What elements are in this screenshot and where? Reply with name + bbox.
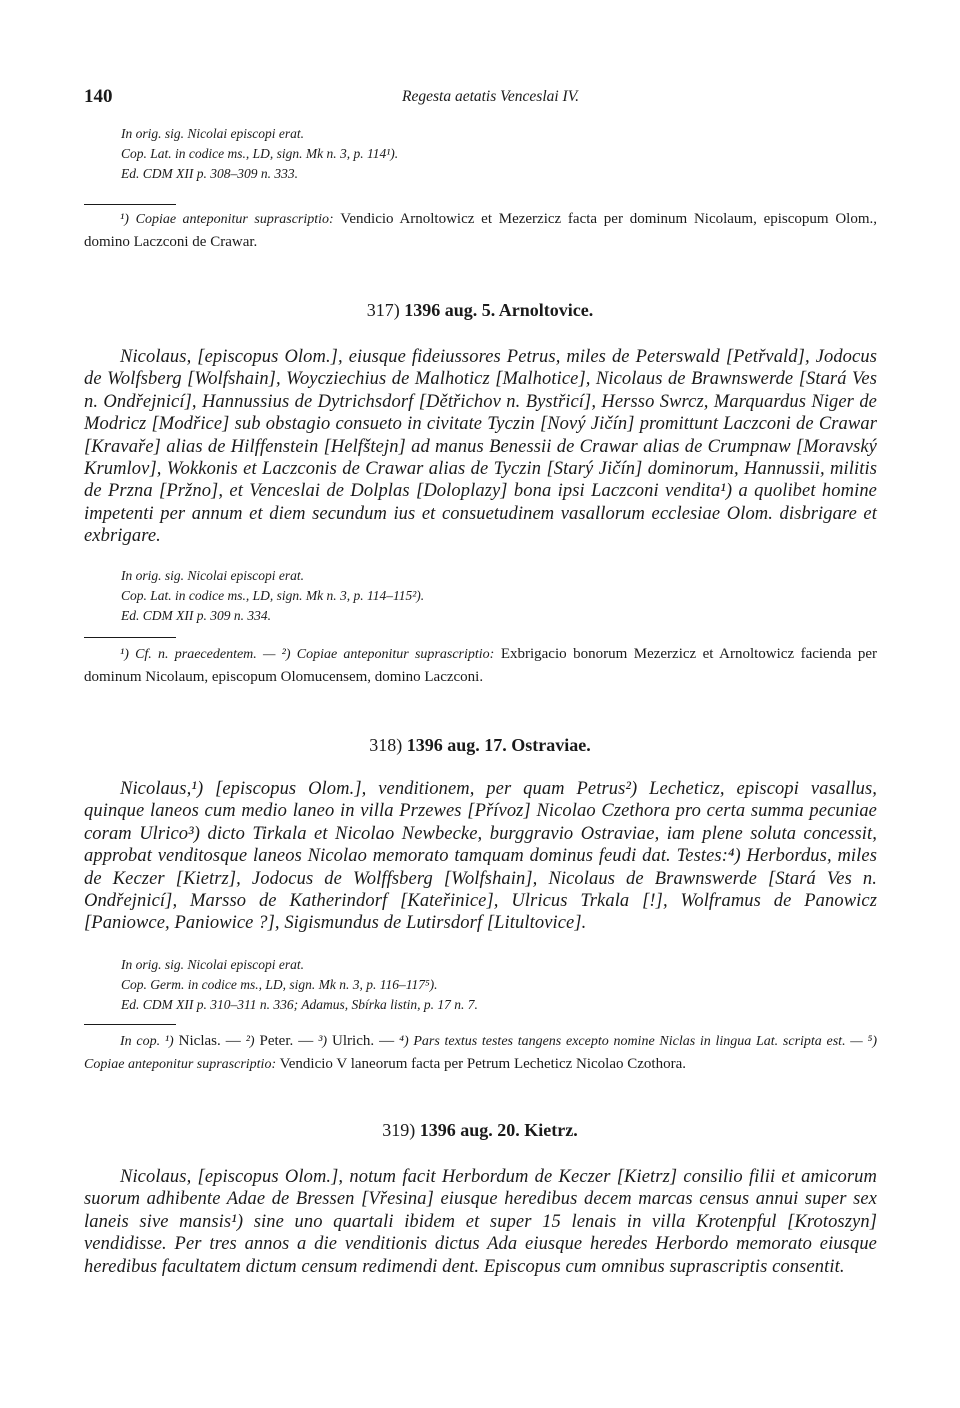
footnote <box>84 1030 877 1076</box>
entry-number: 319) <box>382 1120 416 1140</box>
footnote-marker: ²) <box>245 1034 255 1049</box>
source-line: Ed. CDM XII p. 308–309 n. 333. <box>121 166 298 181</box>
footnote-italic: In cop. ¹) <box>120 1034 174 1049</box>
footnote-text: Vendicio Arnoltowicz et Mezerzicz facta per dominum Nicolaum, episcopum Olom., domino Laczconi de Crawar. <box>84 211 877 250</box>
footnote-italic: Copiae anteponitur suprascriptio: <box>135 212 334 227</box>
entry-heading <box>0 1120 960 1141</box>
footnote-text: Niclas. — <box>173 1033 246 1049</box>
footnote-divider <box>84 204 176 205</box>
source-note <box>121 124 398 184</box>
footnote <box>84 208 877 253</box>
entry-number: 318) <box>369 735 403 755</box>
footnote-divider <box>84 1024 176 1025</box>
regest-text: Nicolaus, [episcopus Olom.], notum facit Herbordum de Keczer [Kietrz] consilio filii et amicorum suorum adhibente Adae de Bressen [Vřesina] eiusque heredibus decem marcas census annui super sex laneis sive mansis¹) sine uno quartali ibidem et super 15 lenais in villa Krotenpful [Krotoszyn] vendidisse. Per tres annos a die venditionis dictus Ada eiusque heredes Herbordo memorato eiusque heredibus facultatem dictum censum redimendi dent. Episcopus cum omnibus suprascriptis consentit. <box>84 1167 877 1277</box>
entry-number: 317) <box>366 300 400 320</box>
entry-date-place: 1396 aug. 5. Arnoltovice. <box>404 300 594 320</box>
regest-text: Nicolaus,¹) [episcopus Olom.], venditionem, per quam Petrus²) Lecheticz, episcopi vasallus, quinque laneos cum medio laneo in villa Przewes [Přívoz] Nicolao Czethora pro certa summa pecuniae coram Ulrico³) dicto Tirkala et Nicolao Newbecke, burggravio Ostraviae, iam plene soluta concessit, approbat venditosque laneos Nicolao memorato tamquam dominus feudi dat. Testes:⁴) Herbordus, miles de Keczer [Kietrz], Jodocus de Wolffsberg [Wolfshain], Nicolaus de Brawnswerde [Stará Ves n. Ondřejnicí], Marsso de Katherindorf [Kateřinice], Ulricus Trkala [!], Wolframus de Panowicz [Paniowce, Paniowice ?], Sigismundus de Lutirsdorf [Litultovice]. <box>84 779 877 934</box>
footnote-text: Exbrigacio bonorum Mezerzicz et Arnoltowicz facienda per dominum Nicolaum, episcopum Olomucensem, domino Laczconi. <box>84 646 878 685</box>
source-line: Cop. Germ. in codice ms., LD, sign. Mk n. 3, p. 116–117⁵). <box>121 977 438 992</box>
footnote-marker: ¹) <box>120 212 129 227</box>
entry-date-place: 1396 aug. 17. Ostraviae. <box>406 735 591 755</box>
footnote <box>84 643 877 688</box>
source-line: Ed. CDM XII p. 310–311 n. 336; Adamus, Sbírka listin, p. 17 n. 7. <box>121 997 478 1012</box>
running-title: Regesta aetatis Venceslai IV. <box>402 88 580 105</box>
footnote-text: Peter. — <box>254 1033 319 1049</box>
footnote-text: Vendicio V laneorum facta per Petrum Lecheticz Nicolao Czothora. <box>276 1056 686 1072</box>
footnote-text: Ulrich. — <box>327 1033 400 1049</box>
source-line: Ed. CDM XII p. 309 n. 334. <box>121 608 271 623</box>
page-number: 140 <box>84 86 113 107</box>
entry-date-place: 1396 aug. 20. Kietrz. <box>419 1120 578 1140</box>
regest-text: Nicolaus, [episcopus Olom.], eiusque fideiussores Petrus, miles de Peterswald [Petřvald], Jodocus de Wolfsberg [Wolfshain], Woycziechius de Malhoticz [Malhotice], Nicolaus de Brawnswerde [Stará Ves n. Ondřejnicí], Hannussius de Dytrichsdorf [Dětřichov n. Bystřicí], Hersso Swrcz, Marquardus Niger de Modricz [Modřice] sub obstagio consueto in civitate Tyczin [Nový Jičín] promittunt Laczconi de Crawar [Kravaře] alias de Hilffenstein [Helfštejn] ad manus Benessii de Crawar alias de Crumpnaw [Moravský Krumlov], Wokkonis et Laczconis de Crawar alias de Tyczin [Starý Jičín] dominorum, Hannussii, militis de Przna [Pržno], et Venceslai de Dolplas [Doloplazy] bona ipsi Laczconi vendita¹) a quolibet homine impetenti per annum et diem secundum ius et consuetudinem vasallorum ecclesiae Olom. disbrigare et exbrigare. <box>84 347 877 547</box>
entry-heading <box>0 735 960 756</box>
source-line: In orig. sig. Nicolai episcopi erat. <box>121 126 304 141</box>
source-note <box>121 955 478 1015</box>
source-line: Cop. Lat. in codice ms., LD, sign. Mk n. 3, p. 114¹). <box>121 146 399 161</box>
footnote-italic: ¹) Cf. n. praecedentem. — ²) Copiae anteponitur suprascriptio: <box>120 647 495 662</box>
source-line: In orig. sig. Nicolai episcopi erat. <box>121 957 304 972</box>
footnote-italic: ⁴) Pars textus testes tangens excepto nomine Niclas in lingua Lat. scripta est. — ⁵) Copiae anteponitur suprascriptio: <box>84 1034 877 1072</box>
footnote-marker: ³) <box>318 1034 328 1049</box>
source-line: Cop. Lat. in codice ms., LD, sign. Mk n. 3, p. 114–115²). <box>121 588 425 603</box>
source-line: In orig. sig. Nicolai episcopi erat. <box>121 568 304 583</box>
entry-heading <box>0 300 960 321</box>
footnote-divider <box>84 637 176 638</box>
source-note <box>121 566 424 626</box>
